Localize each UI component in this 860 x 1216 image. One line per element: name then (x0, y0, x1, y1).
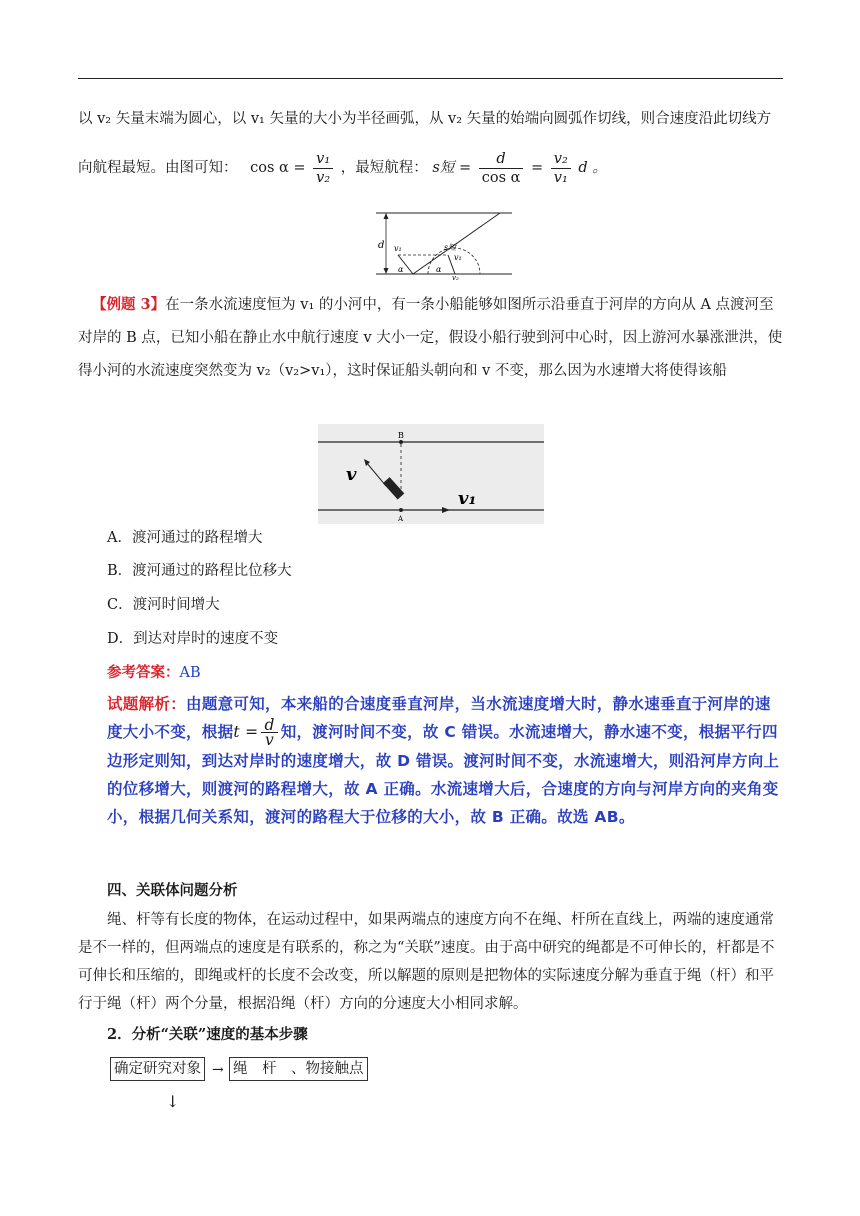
option-b: B．渡河通过的路程比位移大 (107, 563, 292, 579)
shortest-path-label: ，最短航程： (340, 160, 428, 176)
reference-answer (107, 663, 201, 683)
paragraph-construction (78, 108, 783, 130)
formula-t: t = (233, 723, 259, 741)
figure-boat-crossing-diagram (318, 424, 544, 524)
cos-label: cos α = (250, 160, 306, 176)
option-c: C．渡河时间增大 (107, 597, 220, 613)
option-a: A．渡河通过的路程增大 (107, 530, 263, 546)
section-heading: 四、关联体问题分析 (107, 882, 238, 899)
subheading-steps: 2．分析“关联”速度的基本步骤 (107, 1026, 308, 1043)
fig1-label-alpha-left: α (398, 265, 404, 274)
fig1-label-v2: v₂ (452, 274, 459, 280)
example-text: 在一条水流速度恒为 v₁ 的小河中，有一条小船能够如图所示沿垂直于河岸的方向从 A 点渡河至对岸的 B 点，已知小船在静止水中航行速度 v 大小一定，假设小船行驶到河中心时，因上游河水暴涨泄洪，使得小河的水流速度突然变为 v₂（v₂>v₁），这时保证船头朝向和 v 不变，那么因为水速增大将使得该船 (78, 297, 783, 379)
paragraph-formula-line (78, 148, 783, 188)
fig2-label-v: v (346, 464, 357, 485)
fig1-label-d: d (378, 240, 385, 251)
fraction-v1-over-v2: $\frac{\text{v₁}}{\text{v₂}}$ (313, 150, 333, 187)
example-tag: 【例题 3】 (92, 296, 166, 313)
analysis-text-2: 知，渡河时间不变，故 C 错误。水流速增大，静水速不变，根据平行四边形定则知，到达对岸时的速度增大，故 D 错误。渡河时间不变，水流速增大，则沿河岸方向上的位移增大，则渡河的路程增大，故 A 正确。水流速增大后，合速度的方向与河岸方向的夹角变小，根据几何关系知，渡河的路程大于位移的大小，故 B 正确。故选 AB。 (107, 723, 780, 826)
analysis-text-1: 由题意可知，本来船的合速度垂直河岸，当水流速度增大时，静水速垂直于河岸的速度大小不变，根据 (107, 695, 771, 741)
answer-label: 参考答案： (107, 664, 180, 681)
flow-box-research-object: 确定研究对象 (110, 1057, 205, 1081)
fig1-label-v1-right: v₁ (454, 253, 462, 262)
fraction-v2-over-v1: $\frac{\text{v₂}}{\text{v₁}}$ (551, 150, 571, 187)
fraction-d-over-v: $\frac{d}{v}$ (261, 718, 277, 747)
fig1-label-alpha-right: α (436, 265, 442, 274)
header-rule (78, 78, 783, 79)
fig2-label-a: A (398, 515, 404, 523)
fraction-d-over-cos: $\frac{d}{\text{cos α}}$ (479, 150, 524, 187)
fig2-label-v1: v₁ (458, 488, 477, 509)
fig2-label-b: B (398, 431, 404, 440)
flow-arrow-down: ↓ (166, 1092, 180, 1111)
fig1-label-s-short: s短 (444, 243, 457, 252)
figure-shortest-path-diagram (370, 208, 515, 280)
analysis-label: 试题解析： (107, 695, 187, 713)
s-short-label: s短 = (432, 160, 472, 176)
answer-value: AB (179, 665, 201, 681)
fig1-label-v1-left: v₁ (394, 244, 402, 253)
option-d: D．到达对岸时的速度不变 (107, 631, 279, 647)
example-3-question (78, 288, 783, 388)
section-body: 绳、杆等有长度的物体，在运动过程中，如果两端点的速度方向不在绳、杆所在直线上，两端的速度通常是不一样的，但两端点的速度是有联系的，称之为“关联”速度。由于高中研究的绳都是不可伸长的，杆都是不可伸长和压缩的，即绳或杆的长度不会改变，所以解题的原则是把物体的实际速度分解为垂直于绳（杆）和平行于绳（杆）两个分量，根据沿绳（杆）方向的分速度大小相同求解。 (78, 912, 775, 1012)
formula-tail: d 。 (578, 160, 607, 176)
paragraph-line-1: 以 v₂ 矢量末端为圆心，以 v₁ 矢量的大小为半径画弧，从 v₂ 矢量的始端向圆弧作切线，则合速度沿此切线方 (78, 111, 772, 127)
equals-sign: = (531, 160, 544, 176)
flow-arrow-right: → (212, 1062, 224, 1078)
flow-box-contact-point: 绳 杆 、物接触点 (229, 1057, 368, 1081)
solution-analysis (107, 690, 783, 831)
formula-intro: 向航程最短。由图可知： (78, 160, 238, 176)
